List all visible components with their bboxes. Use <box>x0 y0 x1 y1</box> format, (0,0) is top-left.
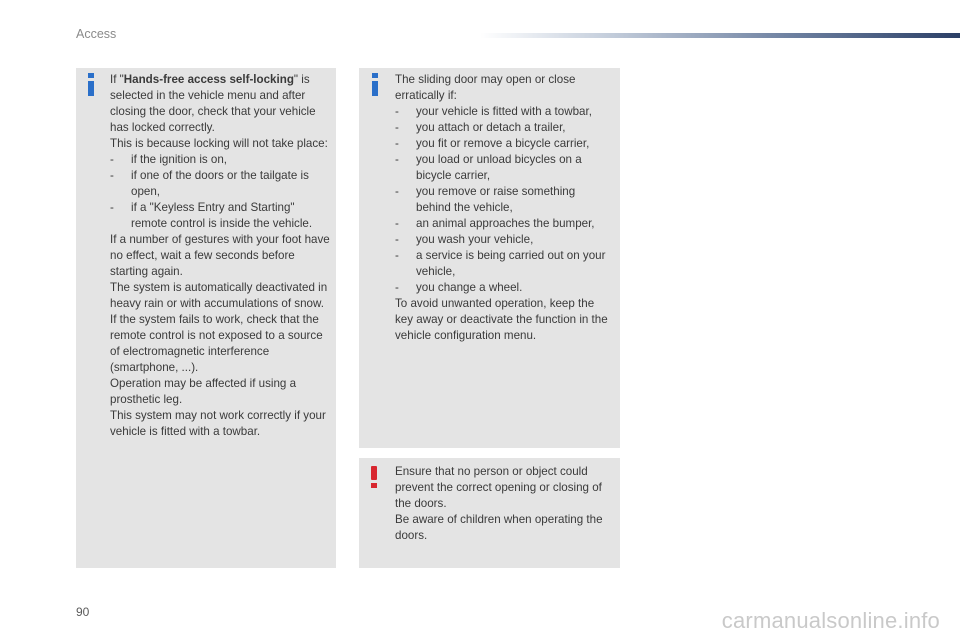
sliding-door-intro: The sliding door may open or close erratically if: <box>395 73 576 102</box>
list-item: - you load or unload bicycles on a bicycle carrier, <box>395 153 582 182</box>
paragraph: If the system fails to work, check that the remote control is not exposed to a source of electromagnetic interference (smartphone, ...). <box>110 313 323 374</box>
info-icon <box>372 73 378 96</box>
list-item: - if one of the doors or the tailgate is open, <box>110 169 309 198</box>
warning-line: Ensure that no person or object could prevent the correct opening or closing of the doors. <box>395 465 602 510</box>
hands-free-info-text <box>110 72 332 440</box>
list-item: - if the ignition is on, <box>110 153 228 166</box>
paragraph: Operation may be affected if using a prosthetic leg. <box>110 377 297 406</box>
list-item: - you attach or detach a trailer, <box>395 121 566 134</box>
list-item: - if a "Keyless Entry and Starting" remote control is inside the vehicle. <box>110 201 313 230</box>
hands-free-intro: If "Hands-free access self-locking" is selected in the vehicle menu and after closing the door, check that your vehicle has locked correctly. <box>110 73 316 134</box>
locking-reason: This is because locking will not take place: <box>110 137 328 150</box>
list-item: - an animal approaches the bumper, <box>395 217 595 230</box>
header-gradient-bar <box>480 33 960 38</box>
paragraph: This system may not work correctly if your vehicle is fitted with a towbar. <box>110 409 326 438</box>
info-icon <box>88 73 94 96</box>
list-item: - you change a wheel. <box>395 281 523 294</box>
paragraph: If a number of gestures with your foot have no effect, wait a few seconds before starting again. <box>110 233 330 278</box>
list-item: - a service is being carried out on your vehicle, <box>395 249 606 278</box>
warning-text <box>395 464 613 544</box>
warning-line: Be aware of children when operating the doors. <box>395 513 603 542</box>
sliding-door-closing: To avoid unwanted operation, keep the key away or deactivate the function in the vehicle configuration menu. <box>395 297 608 342</box>
section-title: Access <box>76 27 117 41</box>
exclamation-icon <box>370 466 378 488</box>
list-item: - you wash your vehicle, <box>395 233 534 246</box>
paragraph: The system is automatically deactivated in heavy rain or with accumulations of snow. <box>110 281 328 310</box>
sliding-door-info-text <box>395 72 613 344</box>
list-item: - your vehicle is fitted with a towbar, <box>395 105 592 118</box>
page-number: 90 <box>76 605 90 619</box>
watermark: carmanualsonline.info <box>721 608 940 633</box>
hands-free-feature-name: Hands-free access self-locking <box>123 73 294 86</box>
list-item: - you fit or remove a bicycle carrier, <box>395 137 590 150</box>
list-item: - you remove or raise something behind the vehicle, <box>395 185 576 214</box>
